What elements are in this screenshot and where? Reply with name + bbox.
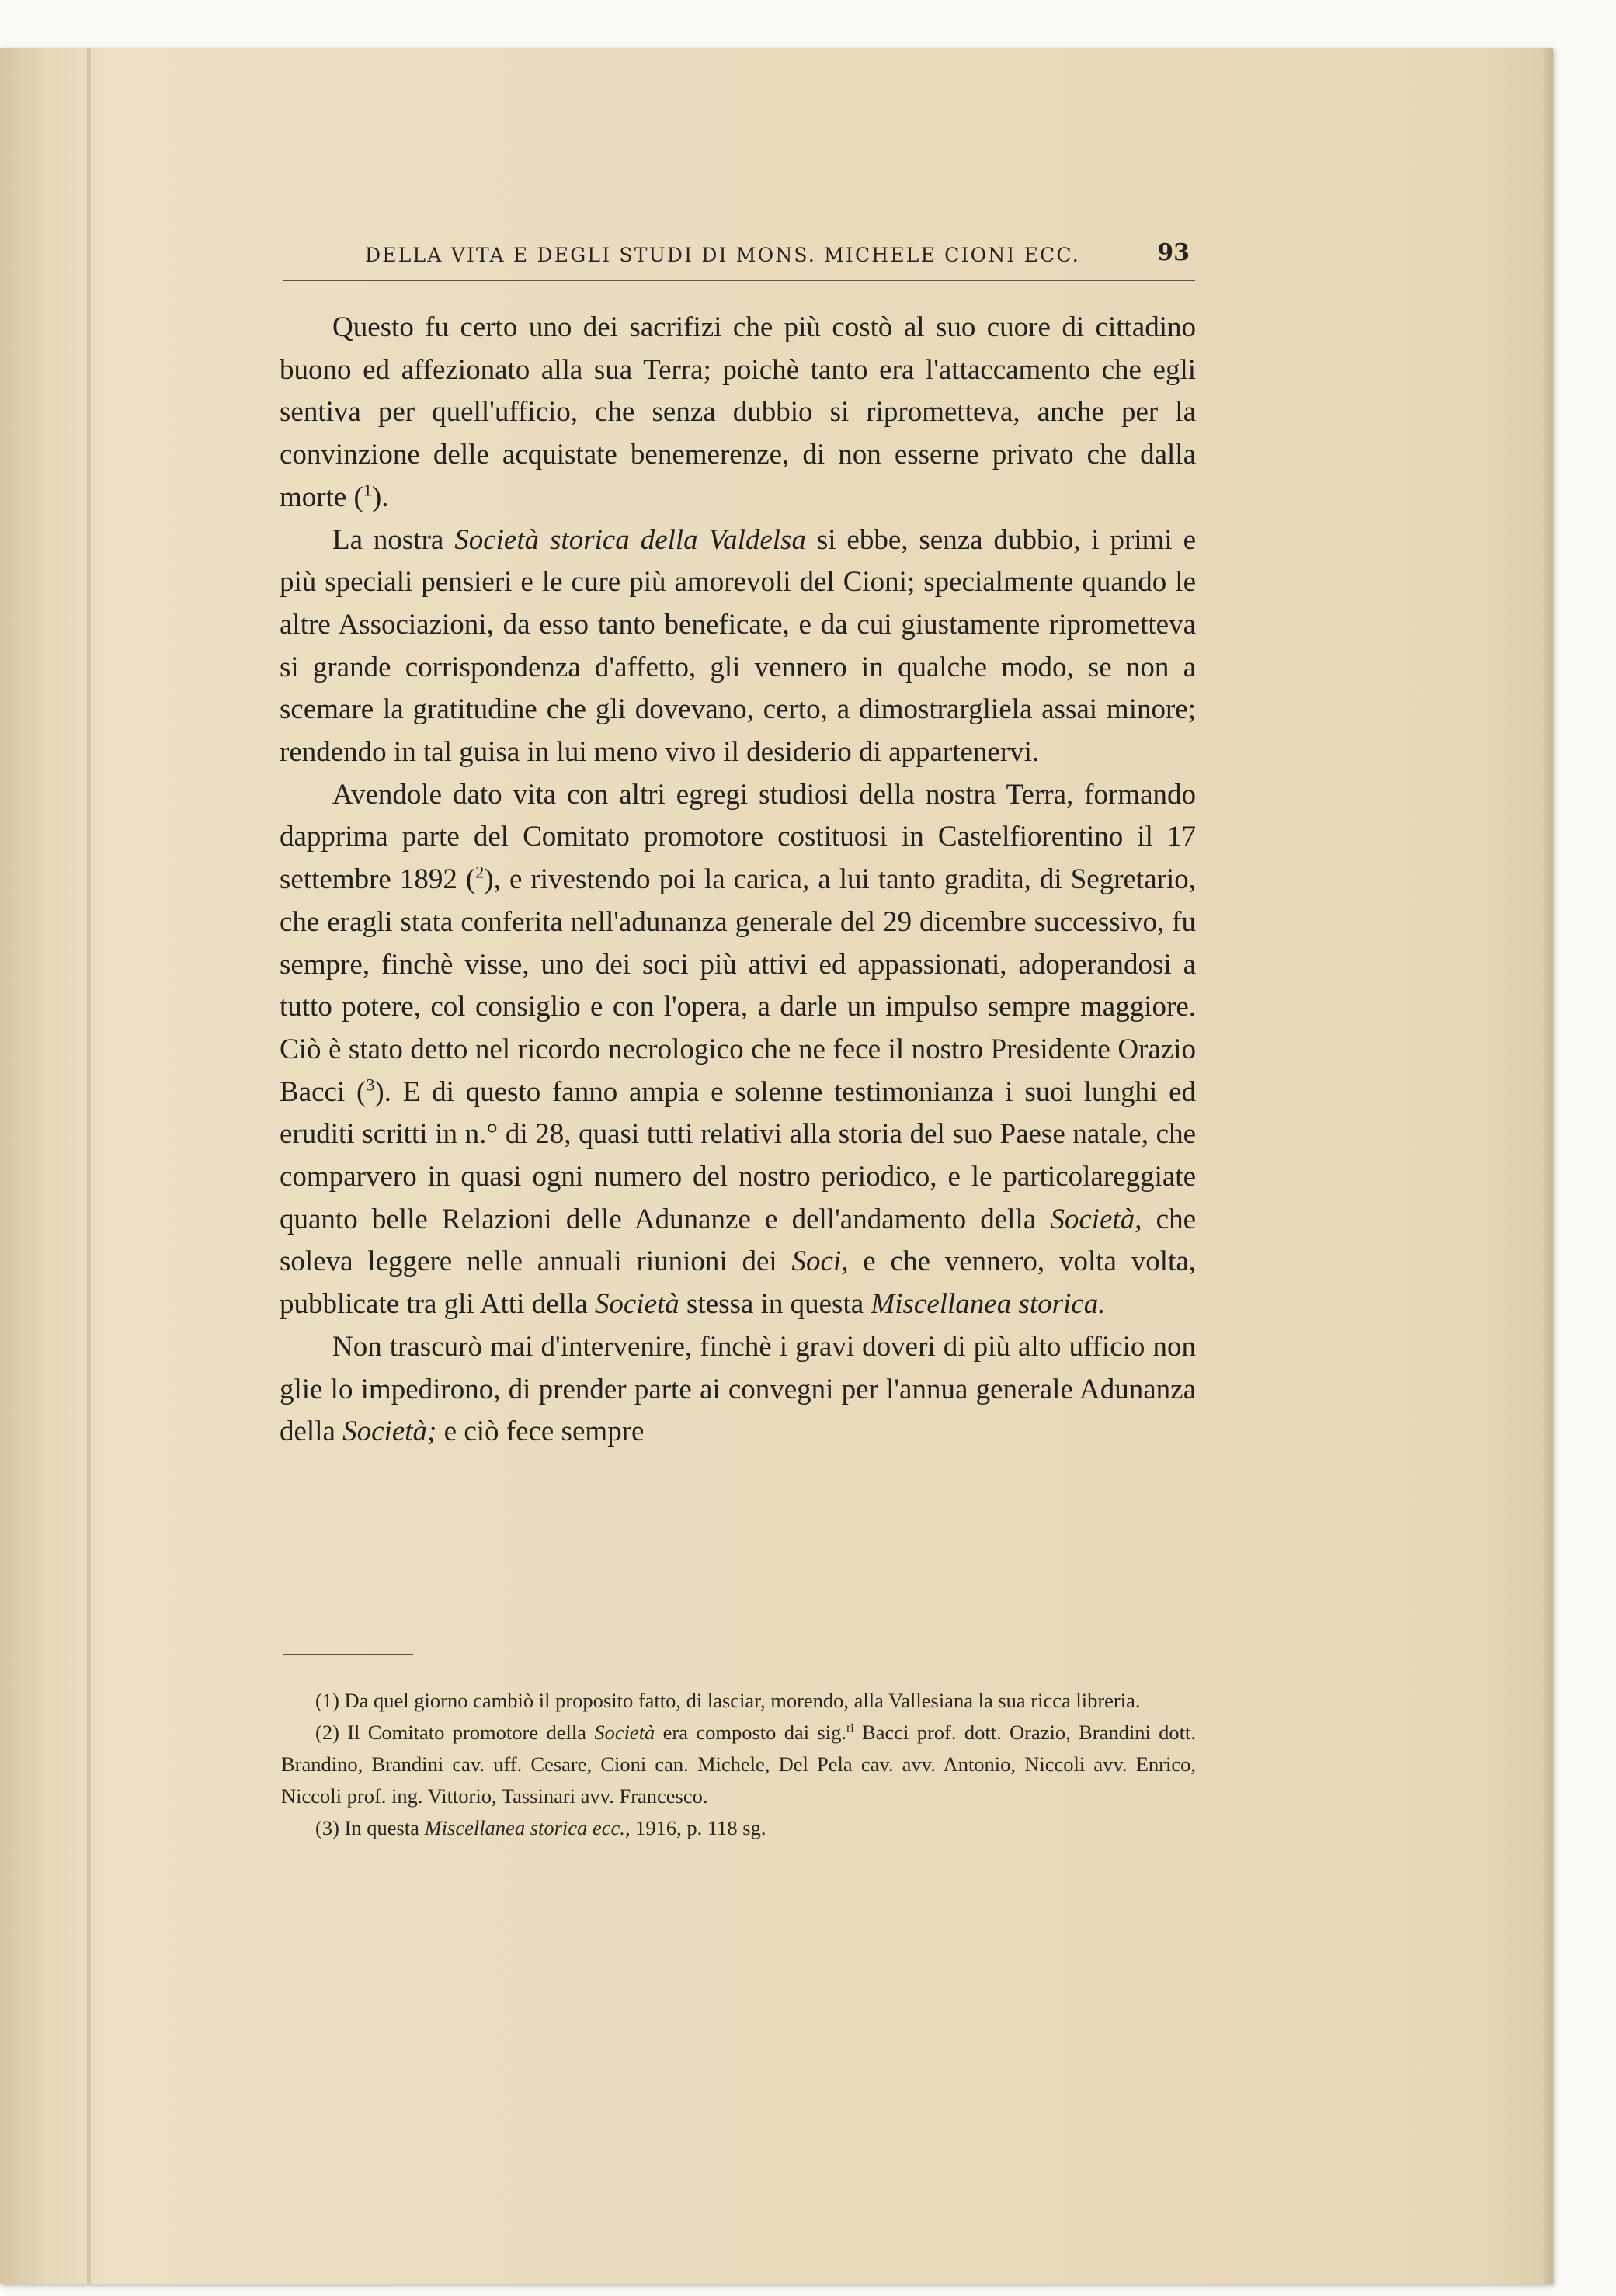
paragraph-4: Non trascurò mai d'intervenire, finchè i gravi doveri di più alto ufficio non glie lo impedirono, di prender parte ai convegni per l'annua generale Adunanza della Società; e ciò fece sempre: [280, 1330, 1196, 1448]
page-header: [283, 239, 1196, 275]
footnote-ref-2: 2: [475, 862, 485, 882]
footnote-2: (2) Il Comitato promotore della Società era composto dai sig.$^{ri}$ Bacci prof. dott. Orazio, Brandini dott. Brandino, Brandini cav. uff. Cesare, Cioni can. Michele, Del Pela cav. avv. Antonio, Niccoli avv. Enrico, Niccoli prof. ing. Vittorio, Tassinari avv. Francesco.: [281, 1721, 1197, 1808]
footnote-ref-3: 3: [366, 1075, 375, 1095]
footnote-rule: [283, 1654, 413, 1655]
main-text: [280, 307, 1196, 1454]
page-fold-shadow: [87, 48, 91, 2284]
paragraph-3: Avendole dato vita con altri egregi studiosi della nostra Terra, formando dapprima parte del Comitato promotore costituosi in Castelfiorentino il 17 settembre 1892 ($^2$), e rivestendo poi la carica, a lui tanto gradita, di Segretario, che eragli stata conferita nell'adunanza generale del 29 dicembre successivo, fu sempre, finchè visse, uno dei soci più attivi ed appassionati, adoperandosi a tutto potere, col consiglio e con l'opera, a darle un impulso sempre maggiore. Ciò è stato detto nel ricordo necrologico che ne fece il nostro Presidente Orazio Bacci ($^3$). E di questo fanno ampia e solenne testimonianza i suoi lunghi ed eruditi scritti in n.° di 28, quasi tutti relativi alla storia del suo Paese natale, che comparvero in quasi ogni numero del nostro periodico, e le particolareggiate quanto belle Relazioni delle Adunanze e dell'andamento della Società, che soleva leggere nelle annuali riunioni dei Soci, e che vennero, volta volta, pubblicate tra gli Atti della Società stessa in questa Miscellanea storica.: [280, 778, 1197, 1321]
footnote-ref-1: 1: [363, 480, 372, 500]
paragraph-2: La nostra Società storica della Valdelsa si ebbe, senza dubbio, i primi e più speciali pensieri e le cure più amorevoli del Cioni; specialmente quando le altre Associazioni, da esso tanto beneficate, e da cui giustamente riprometteva si grande corrispondenza d'affetto, gli vennero in qualche modo, se non a scemare la gratitudine che gli dovevano, certo, a dimostrargliela assai minore; rendendo in tal guisa in lui meno vivo il desiderio di appartenervi.: [280, 523, 1197, 769]
running-head: DELLA VITA E DEGLI STUDI DI MONS. MICHELE CIONI ECC.: [365, 244, 1080, 266]
page-number: 93: [1157, 239, 1190, 266]
paragraph-1: Questo fu certo uno dei sacrifizi che più costò al suo cuore di cittadino buono ed affezionato alla sua Terra; poichè tanto era l'attaccamento che egli sentiva per quell'ufficio, che senza dubbio si riprometteva, anche per la convinzione delle acquistate benemerenze, di non esserne privato che dalla morte ($^1$).: [280, 311, 1196, 513]
footnote-3: (3) In questa Miscellanea storica ecc., 1916, p. 118 sg.: [315, 1816, 766, 1839]
page-edge-shadow: [1544, 48, 1553, 2284]
footnote-1: (1) Da quel giorno cambiò il proposito fatto, di lasciar, morendo, alla Vallesiana la sua ricca libreria.: [315, 1689, 1141, 1712]
header-rule: [283, 280, 1195, 281]
footnotes: [281, 1685, 1196, 1844]
